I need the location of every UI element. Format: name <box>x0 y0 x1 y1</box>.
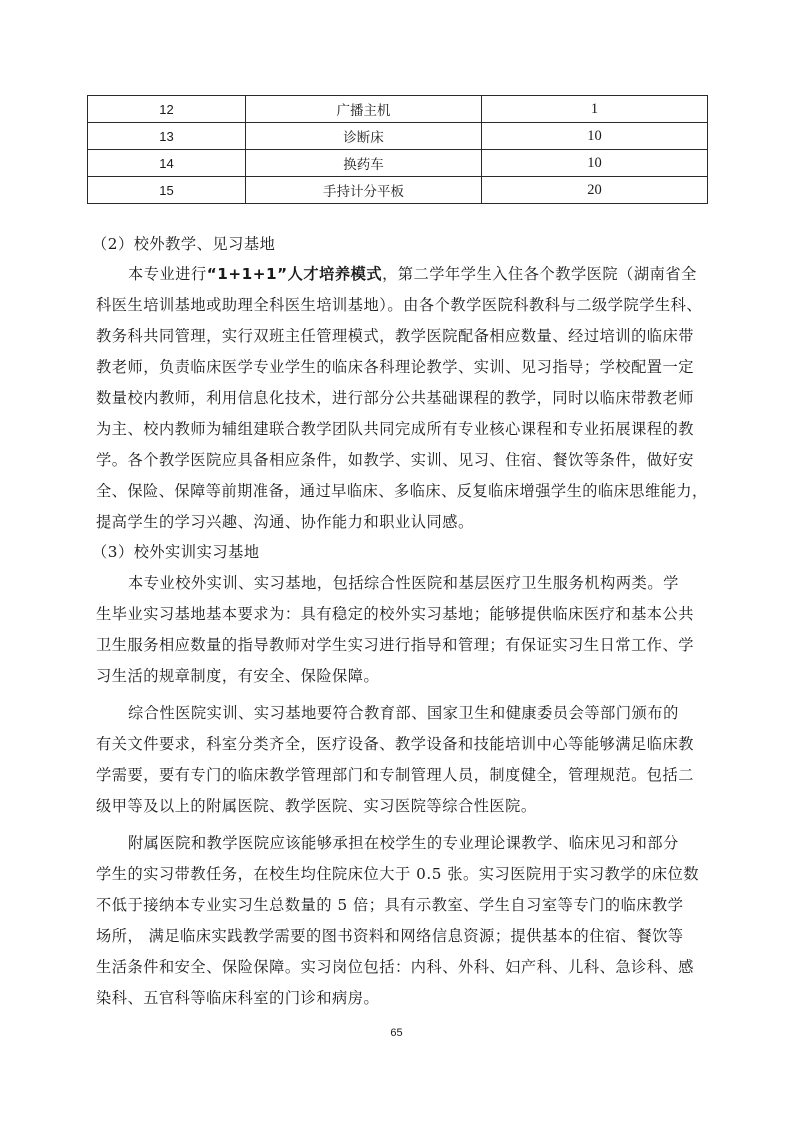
paragraph-line: 教务科共同管理，实行双班主任管理模式，教学医院配备相应数量、经过培训的临床带 <box>96 327 695 345</box>
paragraph-line: 本专业校外实训、实习基地，包括综合性医院和基层医疗卫生服务机构两类。学 <box>128 574 679 592</box>
paragraph-line: 教老师，负责临床医学专业学生的临床各科理论教学、实训、见习指导；学校配置一定 <box>96 358 695 376</box>
paragraph-line: 数量校内教师，利用信息化技术，进行部分公共基础课程的教学，同时以临床带教老师 <box>96 389 695 407</box>
row-number: 15 <box>88 177 246 204</box>
equipment-quantity: 10 <box>482 150 708 177</box>
row-number: 12 <box>88 96 246 123</box>
row-number: 13 <box>88 123 246 150</box>
paragraph-line: 科医生培训基地或助理全科医生培训基地）。由各个教学医院科教科与二级学院学生科、 <box>96 296 703 314</box>
table-row <box>88 123 708 150</box>
section-heading: （2）校外教学、见习基地 <box>92 235 276 253</box>
paragraph-line: 场所， 满足临床实践教学需要的图书资料和网络信息资源；提供基本的住宿、餐饮等 <box>96 927 684 945</box>
paragraph-line: 学生的实习带教任务，在校生均住院床位大于 0.5 张。实习医院用于实习教学的床位数 <box>96 865 700 883</box>
equipment-quantity: 1 <box>482 96 708 123</box>
row-number: 14 <box>88 150 246 177</box>
paragraph-line: 为主、校内教师为辅组建联合教学团队共同完成所有专业核心课程和专业拓展课程的教 <box>96 420 695 438</box>
equipment-table <box>87 95 708 204</box>
table-row <box>88 150 708 177</box>
equipment-name: 广播主机 <box>246 96 482 123</box>
paragraph-line: 综合性医院实训、实习基地要符合教育部、国家卫生和健康委员会等部门颁布的 <box>128 704 679 722</box>
paragraph-line: 有关文件要求，科室分类齐全，医疗设备、教学设备和技能培训中心等能够满足临床教 <box>96 735 695 753</box>
text-span: ，第二学年学生入住各个教学医院（湖南省全 <box>382 265 697 283</box>
bold-term: “1+1+1”人才培养模式 <box>206 265 383 283</box>
table-row <box>88 177 708 204</box>
paragraph-line: 全、保险、保障等前期准备，通过早临床、多临床、反复临床增强学生的临床思维能力， <box>96 482 708 500</box>
section-heading: （3）校外实训实习基地 <box>92 543 260 561</box>
equipment-quantity: 20 <box>482 177 708 204</box>
paragraph-line: 学需要，要有专门的临床教学管理部门和专制管理人员，制度健全，管理规范。包括二 <box>96 766 695 784</box>
paragraph-line: 学。各个教学医院应具备相应条件，如教学、实训、见习、住宿、餐饮等条件，做好安 <box>96 451 695 469</box>
paragraph-line: 卫生服务相应数量的指导教师对学生实习进行指导和管理；有保证实习生日常工作、学 <box>96 636 695 654</box>
equipment-name: 诊断床 <box>246 123 482 150</box>
paragraph-line: 染科、五官科等临床科室的门诊和病房。 <box>96 989 380 1007</box>
paragraph-line: 级甲等及以上的附属医院、教学医院、实习医院等综合性医院。 <box>96 797 537 815</box>
equipment-name: 换药车 <box>246 150 482 177</box>
paragraph-line: 生活条件和安全、保险保障。实习岗位包括：内科、外科、妇产科、儿科、急诊科、感 <box>96 958 695 976</box>
paragraph-line: 习生活的规章制度，有安全、保险保障。 <box>96 667 380 685</box>
paragraph-line: 不低于接纳本专业实习生总数量的 5 倍；具有示教室、学生自习室等专门的临床教学 <box>96 896 684 914</box>
equipment-quantity: 10 <box>482 123 708 150</box>
paragraph-line <box>128 263 697 284</box>
table-row <box>88 96 708 123</box>
page-number: 65 <box>390 1027 403 1039</box>
paragraph-line: 生毕业实习基地基本要求为：具有稳定的校外实习基地；能够提供临床医疗和基本公共 <box>96 605 695 623</box>
paragraph-line: 附属医院和教学医院应该能够承担在校学生的专业理论课教学、临床见习和部分 <box>128 834 679 852</box>
text-span: 本专业进行 <box>128 265 207 283</box>
equipment-name: 手持计分平板 <box>246 177 482 204</box>
paragraph-line: 提高学生的学习兴趣、沟通、协作能力和职业认同感。 <box>96 513 474 531</box>
